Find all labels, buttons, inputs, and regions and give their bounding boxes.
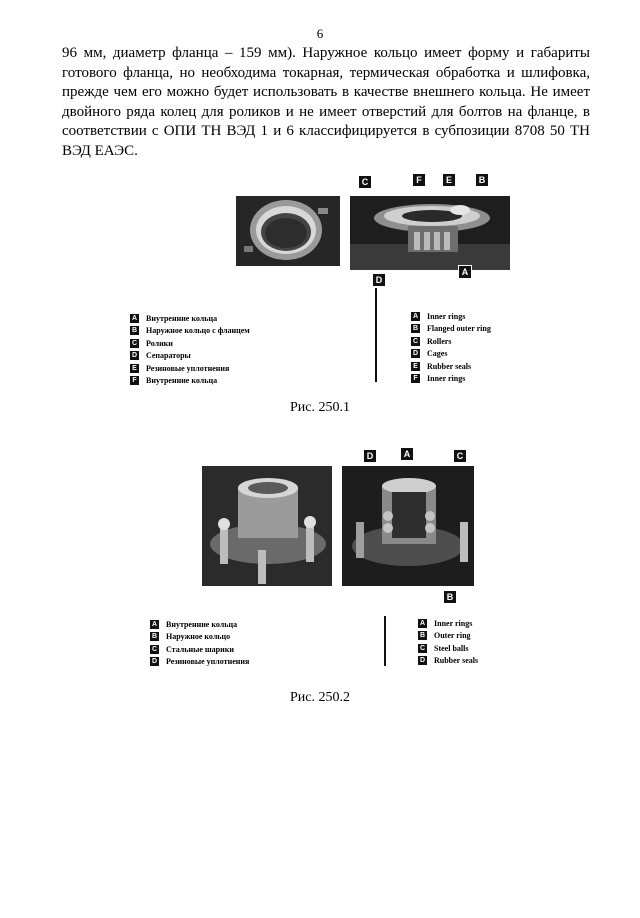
legend-text: Внутренние кольца bbox=[166, 619, 238, 629]
figure2-caption: Рис. 250.2 bbox=[290, 690, 350, 705]
bearing-photo-right bbox=[350, 196, 510, 270]
legend-key: B bbox=[419, 632, 426, 640]
legend-text: Резиновые уплотнения bbox=[146, 363, 230, 373]
legend-text: Inner rings bbox=[434, 618, 473, 628]
legend-text: Стальные шарики bbox=[166, 644, 234, 654]
figure1-marker-c: C bbox=[359, 176, 371, 188]
figure2-legend-divider bbox=[384, 616, 386, 666]
legend-item bbox=[130, 325, 250, 338]
legend-item bbox=[411, 360, 491, 373]
figure1-marker-b: B bbox=[476, 174, 488, 186]
figure2-legend-russian bbox=[150, 618, 249, 668]
legend-key: C bbox=[151, 645, 158, 653]
legend-text: Наружное кольцо с фланцем bbox=[146, 326, 250, 336]
legend-text: Наружное кольцо bbox=[166, 632, 231, 642]
body-paragraph: 96 мм, диаметр фланца – 159 мм). Наружное кольцо имеет форму и габариты готового фланца, но необходима токарная, термическая обработка и шлифовка, прежде чем его можно будет использовать в качестве внешнего кольца. Не имеет двойного ряда колец для роликов и не имеет отверстий для болтов на фланце, в соответствии с ОПИ ТН ВЭД 1 и 6 классифицируется в субпозиции 8708 50 ТН ВЭД ЕАЭС. bbox=[62, 45, 590, 159]
legend-item bbox=[130, 312, 250, 325]
hub-bearing-illustration bbox=[202, 466, 332, 586]
legend-key: F bbox=[130, 376, 139, 385]
legend-key: D bbox=[412, 350, 419, 358]
legend-key: B bbox=[412, 325, 419, 333]
legend-key: A bbox=[151, 620, 158, 628]
legend-text: Rubber seals bbox=[434, 656, 479, 666]
legend-text: Rollers bbox=[427, 336, 452, 346]
figure2-legend-english bbox=[418, 617, 478, 667]
legend-key: A bbox=[419, 619, 426, 627]
legend-key: A bbox=[131, 314, 138, 322]
figure1-marker-d: D bbox=[373, 274, 385, 286]
legend-text: Cages bbox=[427, 349, 448, 359]
legend-text: Inner rings bbox=[427, 374, 466, 384]
legend-text: Сепараторы bbox=[146, 351, 191, 361]
legend-key: D bbox=[151, 658, 158, 666]
hub-bearing-section-illustration bbox=[342, 466, 474, 586]
figure2-marker-c: C bbox=[454, 450, 466, 462]
legend-item bbox=[130, 375, 250, 388]
legend-item bbox=[150, 618, 249, 631]
legend-key: A bbox=[412, 312, 419, 320]
legend-text: Внутренние кольца bbox=[146, 313, 218, 323]
legend-item bbox=[411, 323, 491, 336]
legend-key: F bbox=[411, 374, 420, 383]
legend-key: E bbox=[130, 364, 139, 373]
legend-text: Rubber seals bbox=[427, 361, 472, 371]
legend-item bbox=[411, 373, 491, 386]
legend-item bbox=[411, 348, 491, 361]
legend-item bbox=[130, 362, 250, 375]
legend-key: C bbox=[419, 644, 426, 652]
legend-text: Резиновые уплотнения bbox=[166, 657, 250, 667]
legend-key: C bbox=[131, 339, 138, 347]
legend-item bbox=[418, 655, 478, 668]
legend-item bbox=[130, 337, 250, 350]
page-number: 6 bbox=[316, 26, 324, 41]
hub-bearing-photo-right bbox=[342, 466, 474, 586]
legend-item bbox=[150, 643, 249, 656]
legend-text: Внутренние кольца bbox=[146, 376, 218, 386]
legend-item bbox=[418, 630, 478, 643]
bearing-section-illustration bbox=[350, 196, 510, 270]
figure1-marker-e: E bbox=[443, 174, 455, 186]
legend-text: Ролики bbox=[146, 338, 173, 348]
figure1-legend-divider bbox=[375, 288, 377, 382]
legend-key: B bbox=[131, 327, 138, 335]
legend-text: Inner rings bbox=[427, 311, 466, 321]
legend-key: B bbox=[151, 633, 158, 641]
figure2-marker-d: D bbox=[364, 450, 376, 462]
legend-text: Flanged outer ring bbox=[427, 324, 491, 334]
figure1-legend-russian bbox=[130, 312, 250, 387]
figure1-marker-a: A bbox=[459, 266, 471, 278]
bearing-ring-illustration bbox=[236, 196, 340, 266]
bearing-photo-left bbox=[236, 196, 340, 266]
legend-item bbox=[150, 631, 249, 644]
legend-item bbox=[418, 617, 478, 630]
figure1-marker-f: F bbox=[413, 174, 425, 186]
legend-item bbox=[418, 642, 478, 655]
legend-key: D bbox=[131, 352, 138, 360]
legend-text: Outer ring bbox=[434, 631, 471, 641]
legend-item bbox=[150, 656, 249, 669]
figure1-legend-english bbox=[411, 310, 491, 385]
legend-key: C bbox=[412, 337, 419, 345]
legend-item bbox=[411, 310, 491, 323]
legend-text: Steel balls bbox=[434, 643, 469, 653]
figure2-marker-a: A bbox=[401, 448, 413, 460]
figure1-caption: Рис. 250.1 bbox=[290, 400, 350, 415]
legend-item bbox=[130, 350, 250, 363]
legend-key: D bbox=[419, 657, 426, 665]
legend-key: E bbox=[411, 362, 420, 371]
legend-item bbox=[411, 335, 491, 348]
figure2-marker-b: B bbox=[444, 591, 456, 603]
hub-bearing-photo-left bbox=[202, 466, 332, 586]
